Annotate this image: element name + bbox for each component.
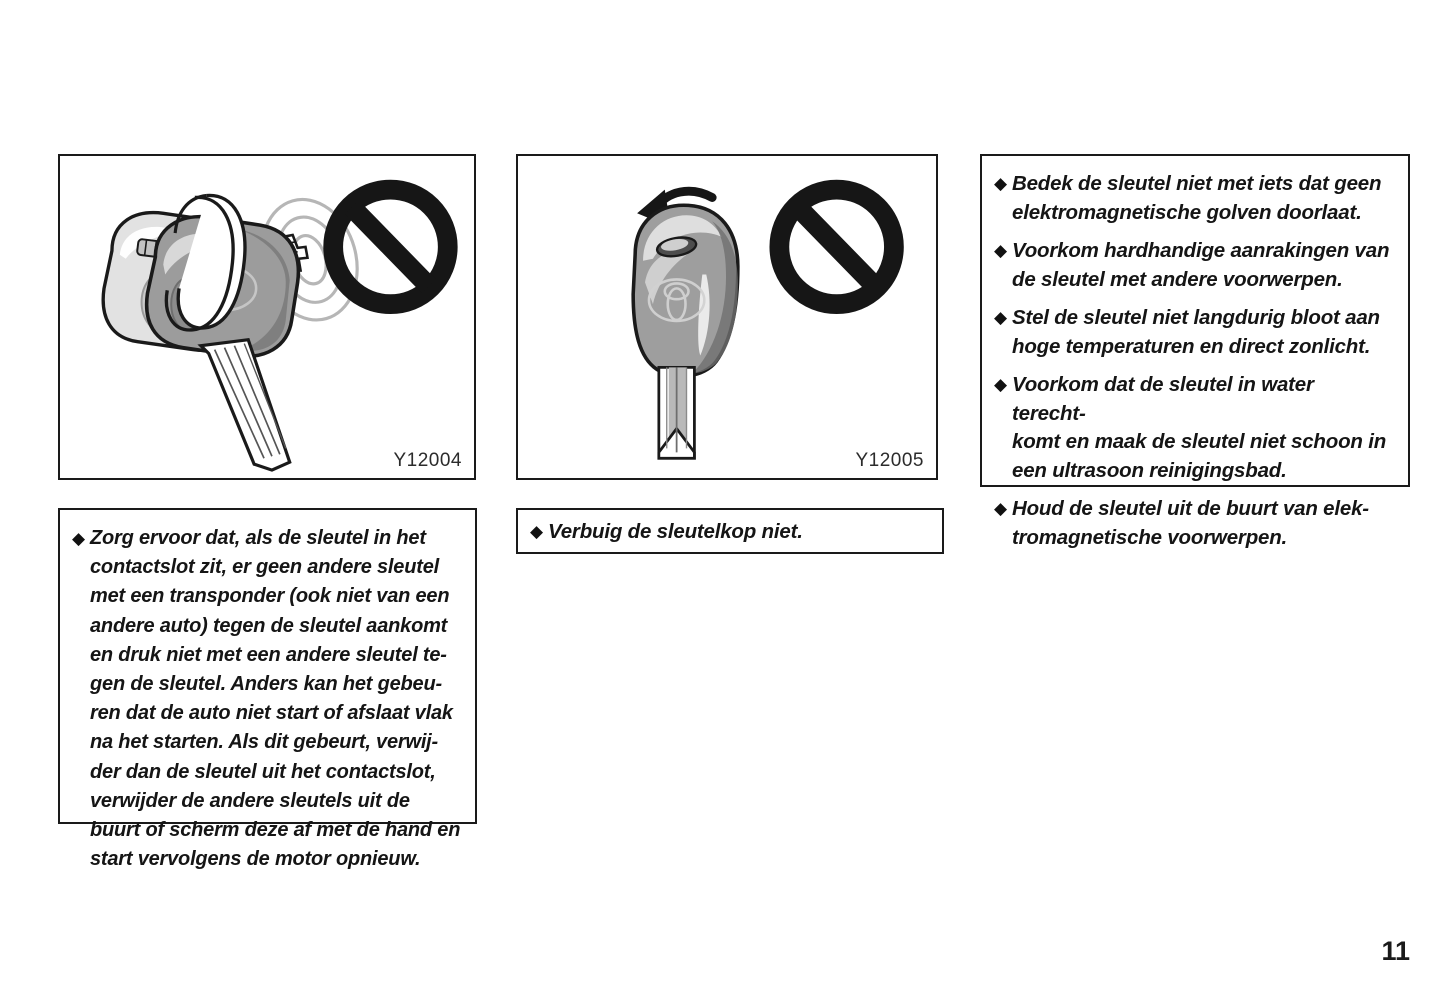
warning-box-ignition-transponder: [58, 508, 477, 871]
warning-box-do-not-bend: [516, 508, 944, 554]
diamond-bullet-icon: ◆: [994, 308, 1008, 327]
warning-text: Verbuig de sleutelkop niet.: [548, 520, 803, 543]
prohibition-icon: [779, 190, 894, 305]
key-blade-icon: [659, 367, 695, 458]
warning-text: Voorkom dat de sleutel in water terecht- komt en maak de sleutel niet schoon in een ultrasoon reinigingsbad.: [1012, 373, 1387, 482]
diamond-bullet-icon: ◆: [994, 241, 1008, 260]
warning-box-key-handling: [980, 154, 1410, 549]
key-contact-drawing: [60, 156, 474, 478]
list-item: [72, 524, 461, 874]
warning-text: Houd de sleutel uit de buurt van elek- tromagnetische voorwerpen.: [1012, 497, 1369, 549]
diamond-bullet-icon: ◆: [72, 529, 86, 548]
diamond-bullet-icon: ◆: [530, 522, 544, 541]
key-head-icon: [633, 205, 738, 376]
warning-list-right: [994, 170, 1392, 552]
page-number: 11: [1381, 936, 1410, 966]
illustration-code-label: Y12004: [393, 450, 462, 471]
illustration-panel-key-bend: [516, 154, 938, 480]
list-item: [994, 237, 1392, 294]
prohibition-icon: [333, 190, 448, 305]
warning-list-left: [72, 524, 461, 874]
list-item: [994, 371, 1392, 485]
diamond-bullet-icon: ◆: [994, 375, 1008, 394]
list-item: [530, 518, 928, 546]
warning-text: Stel de sleutel niet langdurig bloot aan hoge temperaturen en direct zonlicht.: [1012, 306, 1380, 358]
list-item: [994, 304, 1392, 361]
diamond-bullet-icon: ◆: [994, 499, 1008, 518]
warning-text: Voorkom hardhandige aanrakingen van de sleutel met andere voorwerpen.: [1012, 239, 1390, 291]
illustration-panel-key-contact: [58, 154, 476, 480]
diamond-bullet-icon: ◆: [994, 174, 1008, 193]
key-blade-icon: [201, 340, 290, 470]
key-bend-drawing: [518, 156, 936, 478]
list-item: [994, 170, 1392, 227]
illustration-code-label: Y12005: [855, 450, 924, 471]
warning-text: Bedek de sleutel niet met iets dat geen elektromagnetische golven doorlaat.: [1012, 172, 1382, 224]
warning-list-middle: [530, 518, 928, 546]
warning-text: Zorg ervoor dat, als de sleutel in het contactslot zit, er geen andere sleutel met een transponder (ook niet van een andere auto) tegen de sleutel aankomt en druk niet met een andere sleutel te- gen de sleutel. Anders kan het gebeu- ren dat de auto niet start of afslaat vlak na het starten. Als dit gebeurt, verwij- der dan de sleutel uit het contactslot, verwijder de andere sleutels uit de buurt of scherm deze af met de hand en start vervolgens de motor opnieuw.: [90, 527, 461, 871]
list-item: [994, 495, 1392, 552]
